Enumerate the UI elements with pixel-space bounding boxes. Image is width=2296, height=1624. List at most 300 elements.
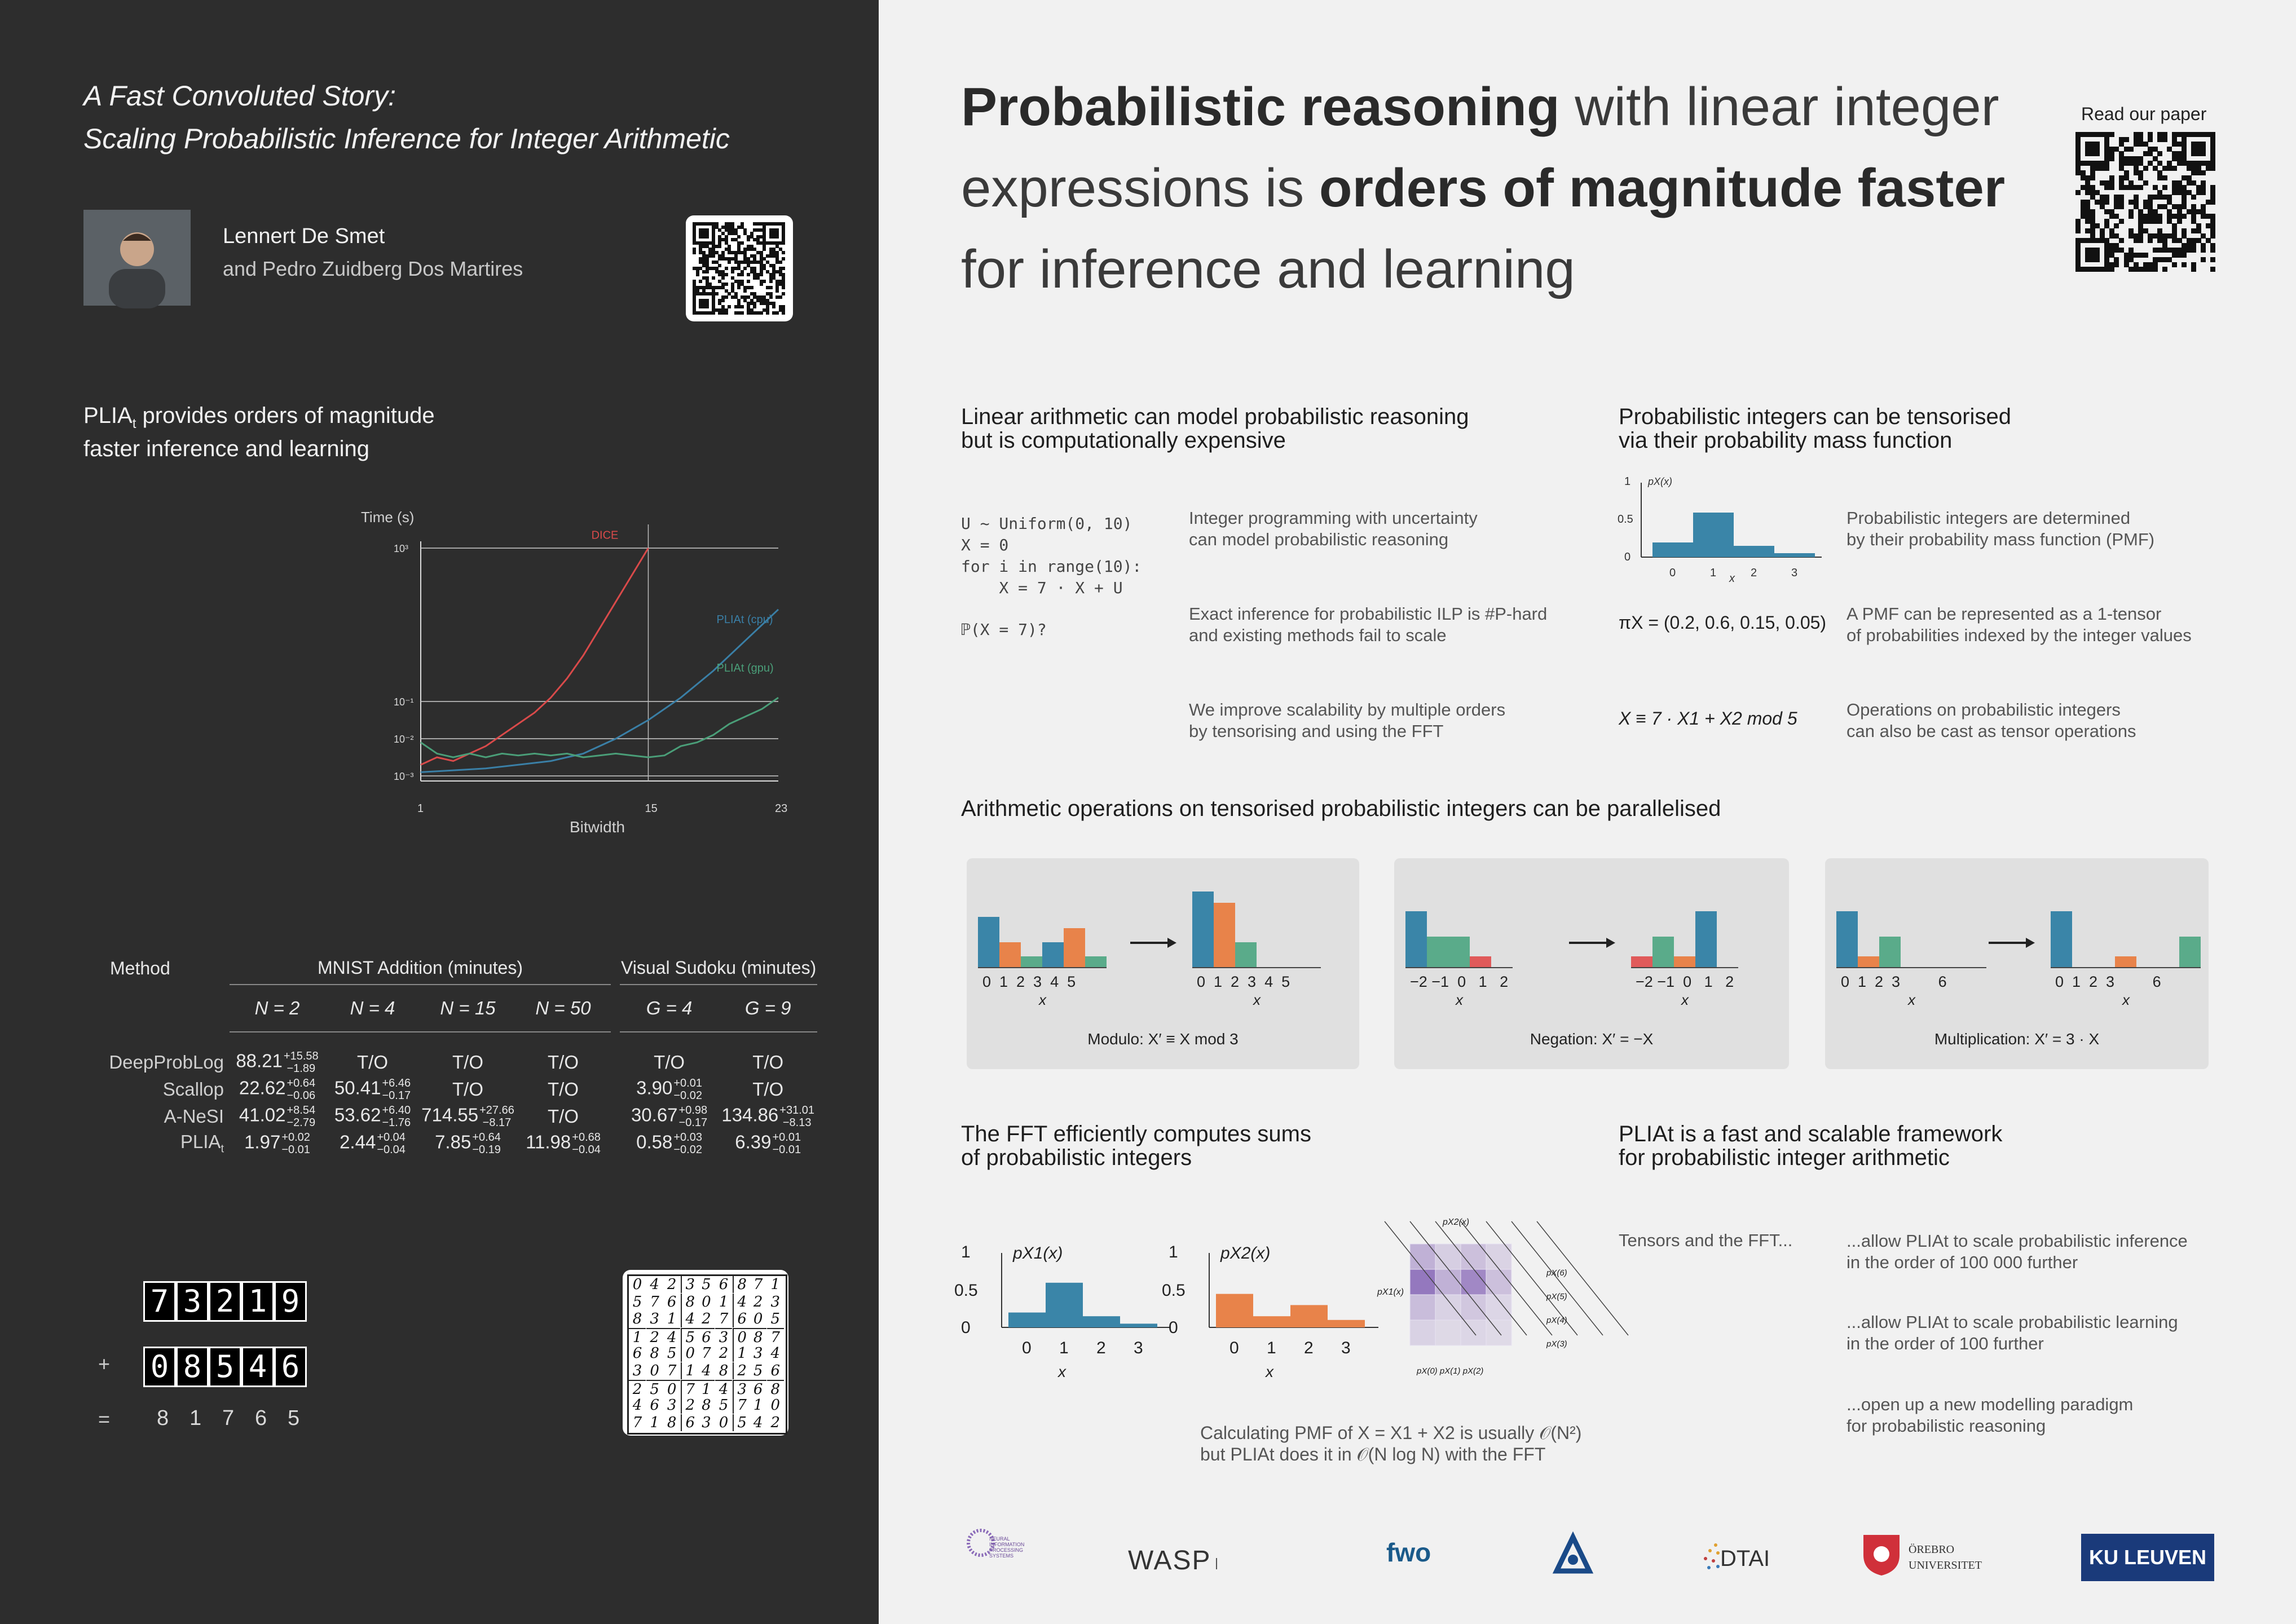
hist-ticks: 0 1 2 3 4 5 <box>1197 973 1290 990</box>
hist-bar <box>1083 1316 1120 1327</box>
ytick: 0 <box>961 1318 971 1337</box>
row-method: A-NeSI <box>164 1106 224 1127</box>
qr-module <box>763 280 766 283</box>
s2-title: Probabilistic integers can be tensorised via their probability mass function <box>1619 404 2011 453</box>
qr-module <box>2104 200 2109 205</box>
result-cell: 53.62 +6.40 −1.76 <box>334 1104 411 1129</box>
series-line-2 <box>421 698 778 757</box>
hist-bar <box>1470 956 1491 968</box>
qr-module <box>2191 195 2196 200</box>
s4-title: The FFT efficiently computes sums of probabilistic integers <box>961 1122 1311 1170</box>
s1-point2: Exact inference for probabilistic ILP is #P-hard and existing methods fail to scale <box>1189 604 1548 645</box>
conv-label: pX1(x) <box>1377 1287 1404 1297</box>
sudoku-cell: 7 <box>733 1397 751 1414</box>
author-name: Lennert De Smet <box>223 224 385 248</box>
qr-module <box>2143 180 2148 186</box>
xtick: 1 <box>1059 1339 1069 1357</box>
mnist-digit: 5 <box>209 1347 241 1387</box>
qr-module <box>782 257 785 261</box>
y-tick-label: 10³ <box>394 543 409 554</box>
arrow-head <box>1606 938 1615 948</box>
sudoku-cell: 3 <box>733 1380 751 1398</box>
pmf-ytick-1: 1 <box>1624 475 1631 488</box>
hist-bar <box>1448 937 1470 968</box>
mnist-digit: 7 <box>143 1281 176 1322</box>
paper-qr-code[interactable] <box>2075 132 2215 272</box>
hist-bar <box>1328 1320 1365 1327</box>
author-photo-image <box>83 210 191 306</box>
qr-module <box>747 238 750 241</box>
sudoku-cell: 5 <box>753 1362 763 1379</box>
sudoku-cell: 3 <box>770 1293 781 1310</box>
qr-module <box>712 311 715 315</box>
sudoku-cell: 2 <box>770 1414 781 1431</box>
qr-module <box>2201 151 2206 156</box>
hist-bar <box>1042 942 1064 968</box>
qr-module <box>2201 248 2206 253</box>
conv-label: pX(3) <box>1546 1339 1567 1349</box>
s1-title: Linear arithmetic can model probabilistic reasoning but is computationally expensive <box>961 404 1469 453</box>
qr-module <box>721 299 725 302</box>
table-row <box>85 1049 817 1076</box>
hist-bar <box>1836 911 1858 968</box>
qr-module <box>2109 156 2114 161</box>
result-cell: 41.02 +8.54 −2.79 <box>239 1104 316 1129</box>
result-digit: 8 <box>157 1406 169 1430</box>
sudoku-cell: 0 <box>753 1310 763 1328</box>
result-cell: T/O <box>452 1052 483 1073</box>
sudoku-cell: 2 <box>719 1345 729 1362</box>
row-method: $PLIA_t$ <box>180 1131 224 1155</box>
xtick: 0 <box>1022 1339 1032 1357</box>
sudoku-cell: 6 <box>698 1328 715 1346</box>
operation-panel-1 <box>1394 858 1789 1069</box>
qr-module <box>2172 262 2177 267</box>
qr-module <box>2143 253 2148 258</box>
qr-module <box>728 261 731 264</box>
sudoku-cell: 4 <box>733 1294 751 1310</box>
pmf-ytick-0: 0 <box>1624 551 1631 563</box>
sudoku-cell: 0 <box>719 1414 729 1431</box>
qr-module <box>2109 185 2114 190</box>
result-cell: 2.44 +0.04 −0.04 <box>340 1131 406 1156</box>
sudoku-cell: 0 <box>733 1328 751 1346</box>
headline-seg-4: for inference and learning <box>961 239 1575 299</box>
code-line: X = 7 · X + U <box>961 579 1123 597</box>
qr-module <box>721 276 725 280</box>
row-method: Scallop <box>162 1079 224 1100</box>
pmf-bar-1 <box>1693 513 1734 557</box>
qr-module <box>747 280 750 283</box>
hist-bar <box>2179 937 2201 968</box>
table-row <box>85 1130 817 1157</box>
hist-bar <box>1879 937 1901 968</box>
hist-bar <box>1290 1305 1328 1327</box>
result-cell: T/O <box>357 1052 388 1073</box>
sudoku-cell: 1 <box>733 1345 751 1362</box>
x-tick-label: 23 <box>775 802 788 815</box>
qr-module <box>2157 219 2162 224</box>
qr-module <box>728 305 731 308</box>
qr-module <box>2075 190 2081 195</box>
qr-module <box>782 286 785 289</box>
qr-module <box>779 295 782 299</box>
hist-bar <box>1405 911 1427 968</box>
qr-module <box>2182 262 2187 267</box>
sudoku-cell: 1 <box>681 1362 699 1379</box>
sudoku-cell: 1 <box>719 1293 729 1310</box>
sudoku-cell: 5 <box>632 1293 642 1310</box>
qr-module <box>2143 166 2148 171</box>
s1-point1: Integer programming with uncertainty can model probabilistic reasoning <box>1189 508 1478 549</box>
hist-bar <box>1427 937 1448 968</box>
qr-module <box>718 245 721 248</box>
hist-xlabel: x <box>2122 991 2130 1008</box>
sudoku-cell: 1 <box>629 1328 646 1346</box>
qr-module <box>2191 267 2196 272</box>
result-cell: T/O <box>752 1052 784 1073</box>
operation-caption: Negation: X′ = −X <box>1530 1030 1654 1048</box>
qr-module <box>2124 137 2129 142</box>
qr-module <box>2119 219 2124 224</box>
qr-module <box>2162 175 2167 180</box>
hist-bar <box>2051 911 2072 968</box>
series-label-0: DICE <box>591 529 619 542</box>
xlabel: x <box>1266 1363 1273 1380</box>
hist-bar <box>1858 956 1879 968</box>
qr-module <box>772 305 775 308</box>
qr-module <box>2201 257 2206 262</box>
qr-module <box>2162 137 2167 142</box>
qr-module <box>753 305 756 308</box>
sudoku-cell: 7 <box>767 1328 784 1346</box>
qr-module <box>2114 223 2119 228</box>
sudoku-cell: 7 <box>632 1414 642 1431</box>
mnist-digit: 8 <box>176 1347 209 1387</box>
hist-title: pX2(x) <box>1220 1244 1271 1263</box>
hist-bar <box>1216 1294 1253 1327</box>
results-table <box>85 952 817 1157</box>
sudoku-cell: 7 <box>650 1293 659 1310</box>
sudoku-cell: 6 <box>750 1380 766 1398</box>
sudoku-cell: 0 <box>770 1397 781 1414</box>
sudoku-cell: 8 <box>733 1276 751 1293</box>
ytick: 0.5 <box>1162 1281 1186 1300</box>
result-cell: T/O <box>452 1079 483 1100</box>
result-cell: 88.21 +15.58 −1.89 <box>236 1050 319 1075</box>
s5-point2: ...allow PLIAt to scale probabilistic learning in the order of 100 further <box>1847 1312 2178 1353</box>
dtai-logo[interactable]: DTAI <box>1699 1535 1725 1577</box>
x-tick-label: 15 <box>645 802 658 815</box>
series-line-1 <box>421 610 778 773</box>
qr-module <box>2114 262 2119 267</box>
qr-module <box>782 267 785 270</box>
sudoku-cell: 8 <box>767 1380 784 1398</box>
sudoku-cell: 1 <box>667 1310 677 1328</box>
runtime-chart-ylabel: Time (s) <box>361 509 415 526</box>
result-cell: 3.90 +0.01 −0.02 <box>636 1077 702 1102</box>
qr-module <box>2210 200 2215 205</box>
sudoku-cell: 8 <box>719 1362 729 1379</box>
s5-point1: ...allow PLIAt to scale probabilistic inference in the order of 100 000 further <box>1847 1231 2188 1272</box>
conv-label: pX(4) <box>1546 1316 1567 1325</box>
ku-leuven-logo[interactable]: KU LEUVEN <box>2081 1534 2214 1581</box>
s2-point1: Probabilistic integers are determined by their probability mass function (PMF) <box>1847 508 2155 549</box>
conv-label: pX(6) <box>1546 1268 1567 1278</box>
code-line: X = 0 <box>961 536 1009 554</box>
series-label-1: PLIAt (cpu) <box>716 613 773 626</box>
sudoku-cell: 2 <box>702 1310 711 1328</box>
linear-expression: X ≡ 7 · X1 + X2 mod 5 <box>1619 708 1797 729</box>
qr-module <box>760 283 763 286</box>
result-cell: 7.85 +0.64 −0.19 <box>435 1131 501 1156</box>
sudoku-cell: 1 <box>753 1397 763 1414</box>
qr-module <box>766 311 769 315</box>
qr-module <box>2119 238 2124 243</box>
conv-cell <box>1410 1269 1435 1295</box>
headline-seg-2: expressions is <box>961 158 1319 218</box>
sudoku-cell: 2 <box>646 1328 663 1346</box>
operation-caption: Modulo: X′ ≡ X mod 3 <box>1087 1030 1239 1048</box>
aida-logo[interactable] <box>1553 1534 1593 1578</box>
hist-xlabel: x <box>1039 991 1046 1008</box>
headline-seg-1: with linear integer <box>1559 77 1999 137</box>
author-photo <box>83 210 191 306</box>
qr-module <box>769 280 773 283</box>
hist-bar <box>1085 956 1107 968</box>
sudoku-cell: 3 <box>632 1362 642 1379</box>
code-line: U ~ Uniform(0, 10) <box>961 514 1132 533</box>
pmf-xtick-0: 0 <box>1669 567 1676 579</box>
operation-panel-2 <box>1825 858 2209 1069</box>
headline <box>961 67 2005 310</box>
sudoku-cell: 8 <box>667 1414 677 1431</box>
equals-sign: = <box>98 1407 111 1431</box>
conv-cell <box>1435 1295 1461 1320</box>
sudoku-cell: 2 <box>667 1276 677 1293</box>
sudoku-cell: 0 <box>650 1362 659 1379</box>
hist-bar <box>1008 1313 1046 1327</box>
headline-seg-3: orders of magnitude faster <box>1319 158 2006 218</box>
qr-module <box>712 276 715 280</box>
qr-module <box>2191 248 2196 253</box>
qr-module <box>2109 132 2114 137</box>
qr-module <box>782 241 785 245</box>
group-header-mnist: MNIST Addition (minutes) <box>230 952 611 985</box>
pmf-ytick-05: 0.5 <box>1618 513 1633 526</box>
arrow-head <box>1167 938 1176 948</box>
pmf-x2-chart <box>1162 1224 1386 1387</box>
mnist-digit: 9 <box>274 1281 307 1322</box>
qr-module <box>782 292 785 295</box>
sudoku-cell: 6 <box>650 1397 659 1414</box>
s5-lead: Tensors and the FFT... <box>1619 1230 1793 1250</box>
mnist-addition-example <box>96 1269 378 1449</box>
mnist-digit: 6 <box>274 1347 307 1387</box>
sudoku-cell: 1 <box>650 1414 659 1431</box>
y-tick-label: 10⁻¹ <box>394 696 414 708</box>
wasp-logo[interactable]: WASP <box>1128 1545 1248 1576</box>
row-method: DeepProbLog <box>109 1052 224 1073</box>
qr-module <box>743 289 747 293</box>
hist-bar <box>1253 1316 1290 1327</box>
col-header: G = 9 <box>719 985 817 1032</box>
qr-module <box>2157 151 2162 156</box>
left-section-title: $PLIA_t$ provides orders of magnitude faster inference and learning <box>83 403 435 461</box>
sudoku-cell: 2 <box>753 1293 763 1310</box>
runtime-chart <box>350 502 801 840</box>
result-cell: 0.58 +0.03 −0.02 <box>636 1131 702 1156</box>
result-cell: T/O <box>548 1079 579 1100</box>
orebro-logo[interactable]: ÖREBRO UNIVERSITET <box>1860 1529 1904 1579</box>
qr-module <box>693 251 696 254</box>
qr-module <box>2104 166 2109 171</box>
left-panel <box>0 0 879 1624</box>
sudoku-cell: 7 <box>702 1345 711 1362</box>
result-digit: 7 <box>222 1406 235 1430</box>
hist-bar <box>1695 911 1717 968</box>
author-qr-code[interactable] <box>686 215 793 321</box>
col-header: G = 4 <box>620 985 719 1032</box>
qr-module <box>737 235 741 239</box>
paper-qr-label: Read our paper <box>2081 104 2207 124</box>
poster-title-line2: Scaling Probabilistic Inference for Integer Arithmetic <box>83 123 730 155</box>
xtick: 2 <box>1096 1339 1106 1357</box>
qr-module <box>2138 238 2143 243</box>
code-snippet <box>961 513 1142 599</box>
hist-title: pX1(x) <box>1013 1244 1063 1263</box>
hist-ticks: 0 1 2 3 6 <box>1841 973 1947 990</box>
hist-bar <box>1235 942 1257 968</box>
sudoku-cell: 7 <box>667 1362 677 1379</box>
qr-module <box>2201 190 2206 195</box>
sudoku-cell: 6 <box>681 1414 699 1431</box>
qr-module <box>741 305 744 308</box>
result-cell: 1.97 +0.02 −0.01 <box>244 1131 310 1156</box>
mnist-digit: 3 <box>176 1281 209 1322</box>
sudoku-cell: 5 <box>667 1345 677 1362</box>
sudoku-cell: 6 <box>667 1293 677 1310</box>
qr-module <box>2210 166 2215 171</box>
sudoku-cell: 8 <box>681 1294 699 1310</box>
sudoku-cell: 5 <box>733 1414 751 1431</box>
pmf-xtick-1: 1 <box>1710 567 1717 579</box>
sudoku-cell: 3 <box>715 1328 732 1346</box>
qr-module <box>2210 267 2215 272</box>
qr-module <box>2210 233 2215 239</box>
sudoku-cell: 5 <box>770 1310 781 1328</box>
col-header: N = 50 <box>515 985 611 1032</box>
sudoku-cell: 5 <box>681 1328 699 1346</box>
sudoku-cell: 8 <box>750 1328 766 1346</box>
qr-module <box>706 270 709 273</box>
pmf-xlabel: x <box>1729 572 1735 585</box>
conv-label: pX2(x) <box>1443 1217 1470 1227</box>
result-cell: 11.98 +0.68 −0.04 <box>526 1131 601 1156</box>
qr-module <box>2128 214 2134 219</box>
col-header: N = 2 <box>230 985 325 1032</box>
qr-module <box>743 267 747 270</box>
sudoku-cell: 4 <box>753 1414 763 1431</box>
hist-ticks: 0 1 2 3 4 5 <box>982 973 1076 990</box>
neurips-logo[interactable]: NEURAL INFORMATION PROCESSING SYSTEMS <box>967 1526 1029 1565</box>
qr-module <box>718 264 721 267</box>
qr-module <box>2148 137 2153 142</box>
method-header: Method <box>110 957 170 978</box>
conv-cell <box>1435 1320 1461 1345</box>
qr-module <box>725 311 728 315</box>
pmf-xtick-3: 3 <box>1791 567 1798 579</box>
qr-module <box>760 311 763 315</box>
qr-module <box>725 283 728 286</box>
hist-bar <box>1120 1323 1157 1327</box>
hist-bar <box>999 942 1021 968</box>
result-digit: 5 <box>288 1406 300 1430</box>
series-line-0 <box>421 548 648 765</box>
qr-module <box>2095 151 2100 156</box>
qr-module <box>782 311 785 315</box>
hist-xlabel: x <box>1908 991 1915 1008</box>
series-label-2: PLIAt (gpu) <box>716 662 774 675</box>
xlabel: x <box>1058 1363 1066 1380</box>
col-header: N = 15 <box>420 985 515 1032</box>
ytick: 0 <box>1169 1318 1178 1337</box>
operation-panel-0 <box>967 858 1359 1069</box>
convolution-diagram <box>1365 1207 1602 1393</box>
poster-title <box>83 74 730 160</box>
qr-module <box>2210 257 2215 262</box>
fft-note: Calculating PMF of X = X1 + X2 is usually 𝒪(N²) but PLIAt does it in 𝒪(N log N) with the FFT <box>1200 1423 1582 1464</box>
pmf-chart <box>1613 471 1827 590</box>
qr-module <box>706 235 709 239</box>
hist-bar <box>1631 956 1652 968</box>
sudoku-cell: 4 <box>681 1310 699 1327</box>
conv-cell <box>1410 1320 1435 1345</box>
qr-module <box>2090 175 2095 180</box>
sudoku-cell: 6 <box>770 1362 781 1379</box>
xtick: 3 <box>1341 1339 1351 1357</box>
result-cell: T/O <box>548 1052 579 1073</box>
sudoku-cell: 1 <box>698 1380 715 1398</box>
sudoku-cell: 7 <box>719 1310 729 1328</box>
result-cell: T/O <box>654 1052 685 1073</box>
sudoku-cell: 8 <box>632 1310 642 1328</box>
conv-label: pX(0) pX(1) pX(2) <box>1417 1366 1484 1376</box>
s2-point3: Operations on probabilistic integers can also be cast as tensor operations <box>1847 700 2136 741</box>
sudoku-cell: 3 <box>681 1276 699 1293</box>
sudoku-cell: 2 <box>629 1380 646 1398</box>
table-row <box>85 1103 817 1130</box>
hist-bar <box>1674 956 1695 968</box>
operation-caption: Multiplication: X′ = 3 · X <box>1934 1030 2100 1048</box>
qr-module <box>763 248 766 251</box>
qr-module <box>747 273 750 276</box>
qr-module <box>2109 267 2114 272</box>
qr-module <box>769 286 773 289</box>
hist-xlabel: x <box>1681 991 1689 1008</box>
operation-chart <box>1825 858 2209 1069</box>
visual-sudoku-example <box>623 1270 788 1436</box>
sudoku-cell: 0 <box>663 1380 680 1398</box>
qr-module <box>2128 147 2134 152</box>
qr-module <box>2162 267 2167 272</box>
fwo-logo[interactable]: fwo <box>1386 1538 1431 1567</box>
col-header: N = 4 <box>325 985 420 1032</box>
sudoku-cell: 4 <box>715 1380 732 1398</box>
hist-bar <box>2115 956 2136 968</box>
sudoku-cell: 3 <box>753 1345 763 1362</box>
ytick: 1 <box>1169 1243 1178 1261</box>
